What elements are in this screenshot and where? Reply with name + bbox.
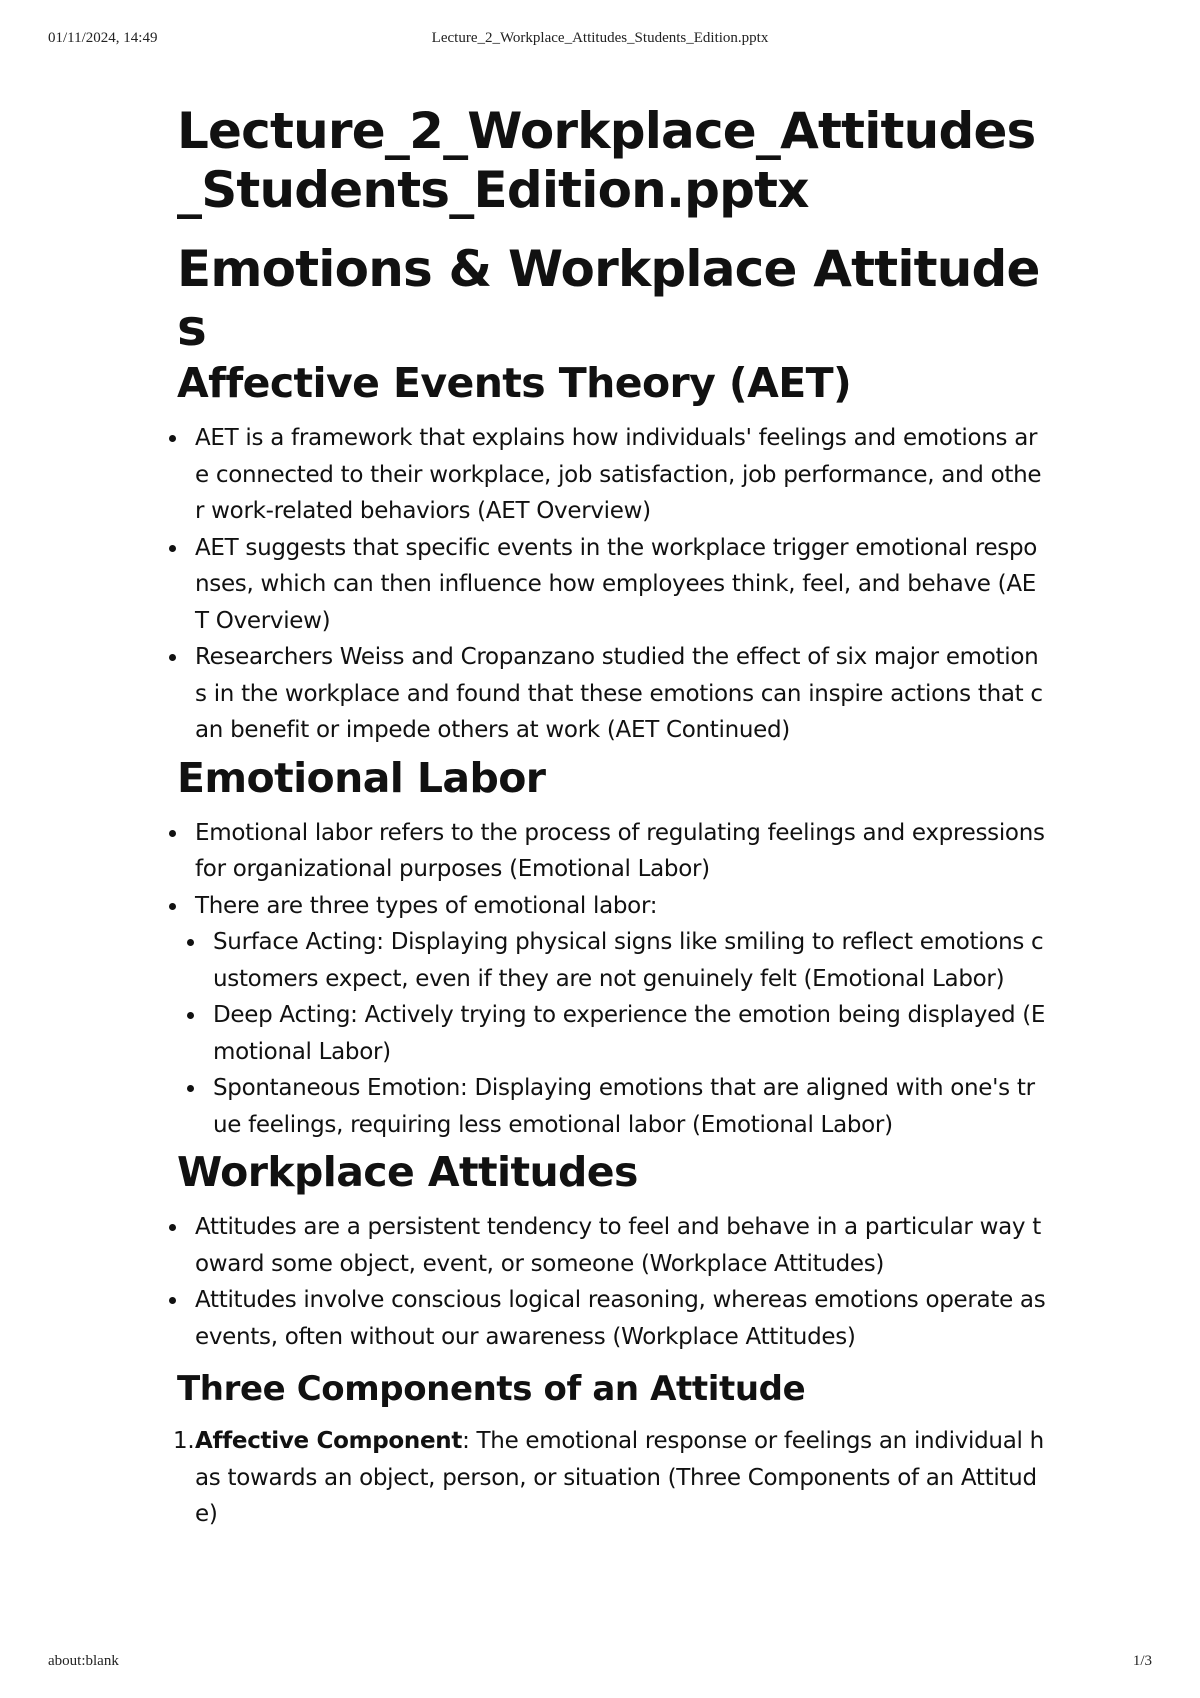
list-item: Attitudes are a persistent tendency to feel and behave in a particular way toward some object, event, or someone (Workplace Attitudes) (177, 1209, 1047, 1282)
section-heading-emotional-labor: Emotional Labor (177, 753, 546, 802)
section-heading-workplace-attitudes: Workplace Attitudes (177, 1148, 638, 1196)
emotional-labor-types-list (177, 924, 1047, 1143)
components-list (173, 1423, 1047, 1533)
print-footer-url: about:blank (48, 1653, 119, 1669)
list-item: Researchers Weiss and Cropanzano studied the effect of six major emotions in the workplace and found that these emotions can inspire actions that can benefit or impede others at work (AET Continued) (177, 639, 1047, 749)
aet-list (177, 420, 1047, 749)
list-number: 1. (173, 1428, 195, 1454)
list-item (173, 1423, 1047, 1533)
emotional-labor-list (177, 815, 1047, 925)
list-item: Deep Acting: Actively trying to experience the emotion being displayed (Emotional Labor) (195, 997, 1047, 1070)
document-title: Lecture_2_Workplace_Attitudes_Students_Edition.pptx (177, 102, 1036, 219)
component-term: Affective Component (195, 1428, 463, 1454)
print-footer-page-number: 1/3 (1132, 1653, 1152, 1669)
section-heading-components: Three Components of an Attitude (177, 1369, 806, 1409)
list-item: Spontaneous Emotion: Displaying emotions that are aligned with one's true feelings, requiring less emotional labor (Emotional Labor) (195, 1070, 1047, 1143)
main-heading: Emotions & Workplace Attitudes (177, 240, 1040, 357)
list-item: AET is a framework that explains how individuals' feelings and emotions are connected to their workplace, job satisfaction, job performance, and other work-related behaviors (AET Overview) (177, 420, 1047, 530)
list-item: Attitudes involve conscious logical reasoning, whereas emotions operate as events, often without our awareness (Workplace Attitudes) (177, 1282, 1047, 1355)
list-item: AET suggests that specific events in the workplace trigger emotional responses, which can then influence how employees think, feel, and behave (AET Overview) (177, 530, 1047, 640)
document-body (173, 102, 1047, 1533)
print-header-filename: Lecture_2_Workplace_Attitudes_Students_Edition.pptx (431, 30, 769, 46)
component-description: : The emotional response or feelings an individual has towards an object, person, or situation (Three Components of an Attitude) (195, 1428, 1044, 1527)
workplace-attitudes-list (177, 1209, 1047, 1355)
print-header-datetime: 01/11/2024, 14:49 (48, 30, 158, 46)
list-item: There are three types of emotional labor: (177, 888, 1047, 925)
list-item: Surface Acting: Displaying physical signs like smiling to reflect emotions customers expect, even if they are not genuinely felt (Emotional Labor) (195, 924, 1047, 997)
section-heading-aet: Affective Events Theory (AET) (177, 359, 852, 407)
list-item: Emotional labor refers to the process of regulating feelings and expressions for organizational purposes (Emotional Labor) (177, 815, 1047, 888)
